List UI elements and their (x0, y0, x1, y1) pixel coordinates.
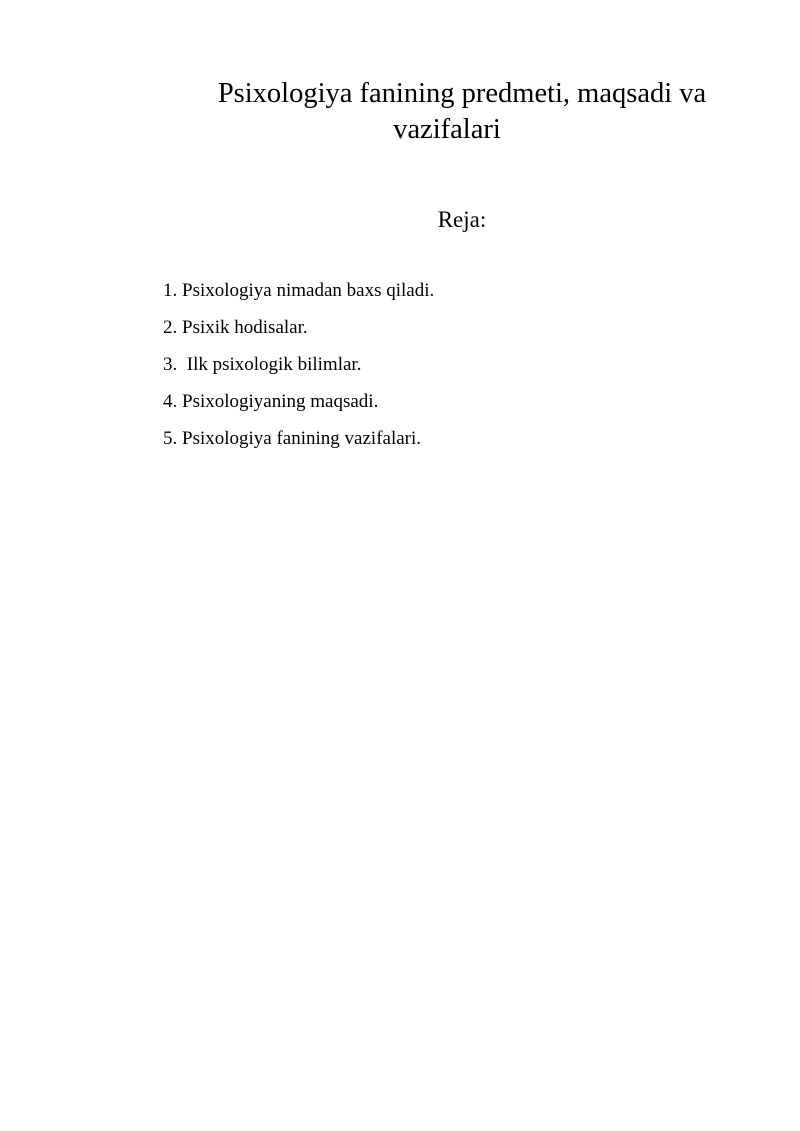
document-title-line-1: Psixologiya fanining predmeti, maqsadi va (217, 78, 707, 109)
plan-item-3: 3. Ilk psixologik bilimlar. (163, 354, 362, 375)
plan-list (163, 278, 434, 463)
document-title (160, 76, 750, 148)
plan-item-1: 1. Psixologiya nimadan baxs qiladi. (163, 280, 435, 301)
document-title-line-2: vazifalari (393, 114, 501, 145)
plan-item-2: 2. Psixik hodisalar. (163, 317, 308, 338)
plan-heading: Reja: (437, 207, 487, 232)
plan-item-5: 5. Psixologiya fanining vazifalari. (163, 428, 422, 449)
plan-item-4: 4. Psixologiyaning maqsadi. (163, 391, 379, 412)
